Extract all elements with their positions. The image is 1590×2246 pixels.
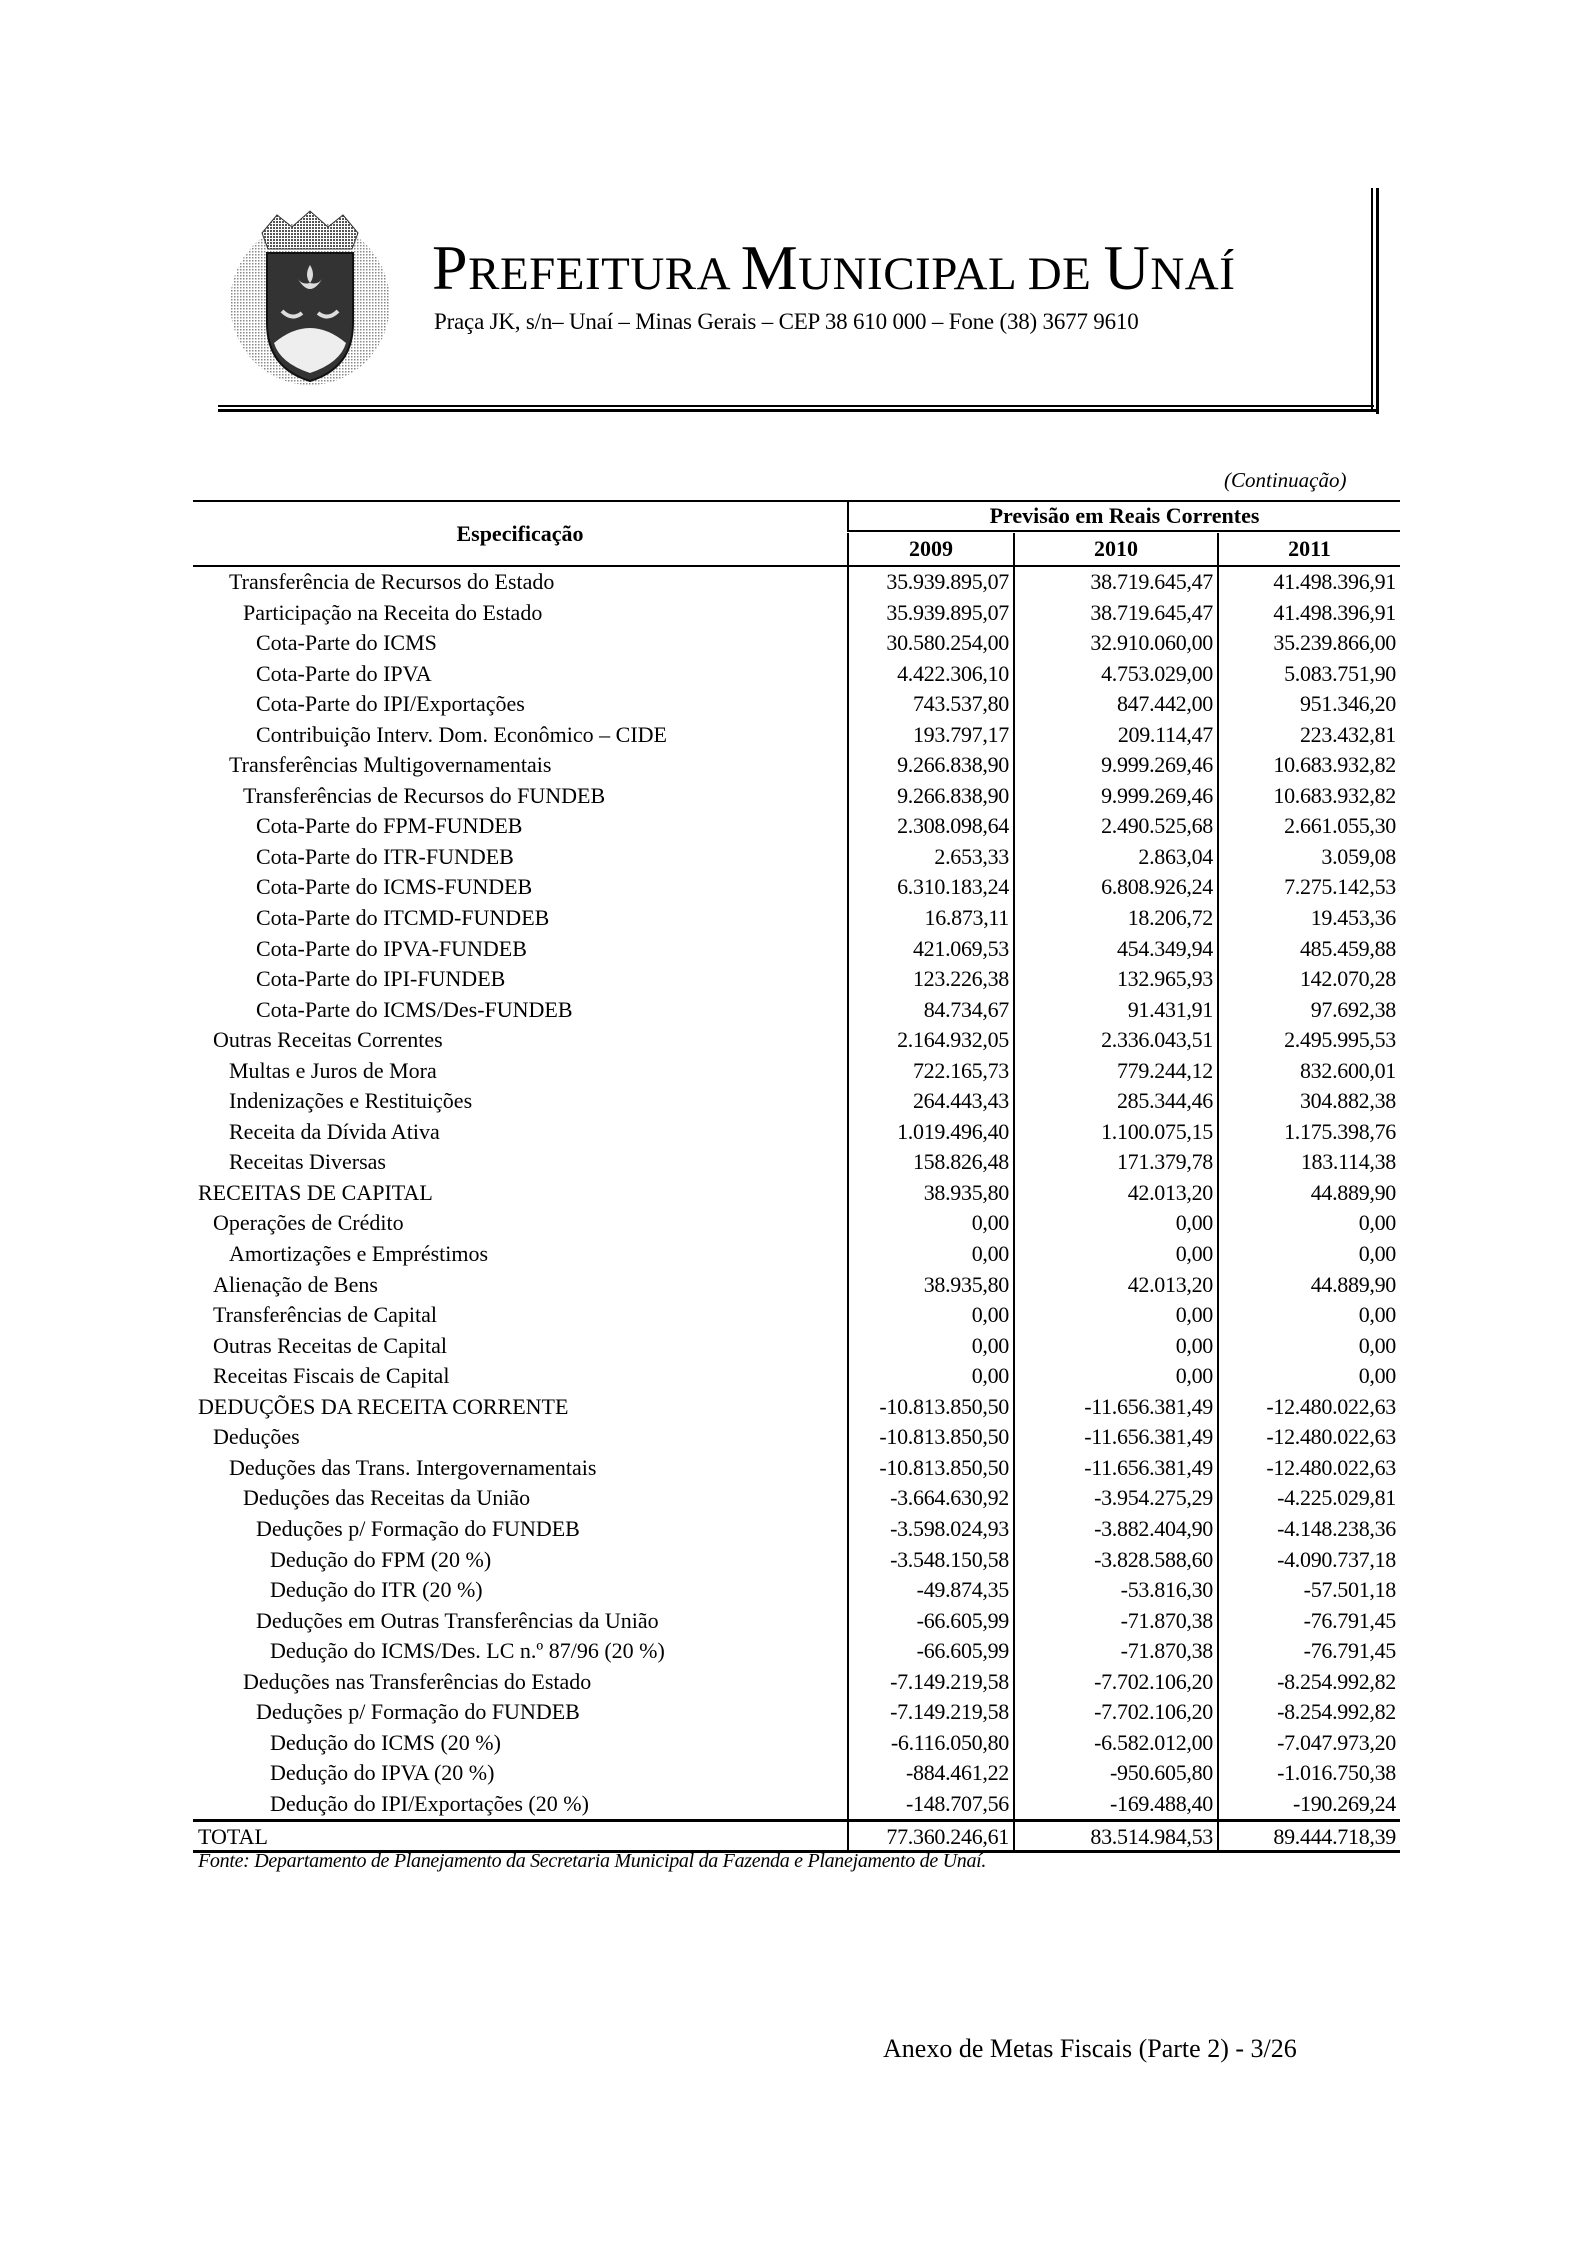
- value-2011: 142.070,28: [1217, 964, 1400, 995]
- table-header: [193, 500, 1400, 567]
- table-row: [193, 1422, 1400, 1453]
- value-2010: 0,00: [1013, 1300, 1217, 1331]
- value-2010: 454.349,94: [1013, 934, 1217, 965]
- table-row: [193, 1147, 1400, 1178]
- page-footer: Anexo de Metas Fiscais (Parte 2) - 3/26: [883, 2034, 1297, 2063]
- row-label: Dedução do ICMS/Des. LC n.º 87/96 (20 %): [270, 1638, 665, 1664]
- value-2010: 91.431,91: [1013, 995, 1217, 1026]
- row-label: Deduções das Trans. Intergovernamentais: [229, 1454, 597, 1480]
- value-2011: 832.600,01: [1217, 1056, 1400, 1087]
- table-row: [193, 689, 1400, 720]
- row-label: Receita da Dívida Ativa: [229, 1118, 440, 1144]
- row-label: Outras Receitas de Capital: [213, 1332, 447, 1358]
- value-2010: -3.828.588,60: [1013, 1545, 1217, 1576]
- value-2009: 0,00: [847, 1208, 1013, 1239]
- table-row: [193, 903, 1400, 934]
- value-2010: 2.336.043,51: [1013, 1025, 1217, 1056]
- row-label: Cota-Parte do ICMS-FUNDEB: [256, 874, 533, 900]
- value-2011: 35.239.866,00: [1217, 628, 1400, 659]
- title-part-3-rest: NAÍ: [1150, 248, 1236, 300]
- value-2009: 193.797,17: [847, 720, 1013, 751]
- value-2011: 10.683.932,82: [1217, 750, 1400, 781]
- row-label: Deduções das Receitas da União: [243, 1485, 531, 1511]
- row-label: Dedução do IPI/Exportações (20 %): [270, 1790, 589, 1816]
- table-row: [193, 842, 1400, 873]
- row-label: Indenizações e Restituições: [229, 1088, 473, 1114]
- row-label: Participação na Receita do Estado: [243, 599, 543, 625]
- table-row: [193, 567, 1400, 598]
- value-2009: 84.734,67: [847, 995, 1013, 1026]
- page-title: [432, 232, 1236, 303]
- value-2009: 35.939.895,07: [847, 598, 1013, 629]
- value-2010: -71.870,38: [1013, 1636, 1217, 1667]
- value-2010: -169.488,40: [1013, 1789, 1217, 1820]
- value-2011: -12.480.022,63: [1217, 1422, 1400, 1453]
- value-2011: -190.269,24: [1217, 1789, 1400, 1820]
- value-2009: 35.939.895,07: [847, 567, 1013, 598]
- value-2009: 158.826,48: [847, 1147, 1013, 1178]
- row-label: Deduções: [213, 1424, 300, 1450]
- table-row: [193, 1086, 1400, 1117]
- letterhead: [0, 0, 1590, 430]
- value-2011: 183.114,38: [1217, 1147, 1400, 1178]
- row-label: Outras Receitas Correntes: [213, 1027, 443, 1053]
- value-2009: -884.461,22: [847, 1758, 1013, 1789]
- table-row: [193, 1270, 1400, 1301]
- value-2009: -7.149.219,58: [847, 1697, 1013, 1728]
- value-2011: 97.692,38: [1217, 995, 1400, 1026]
- row-label: Cota-Parte do ITR-FUNDEB: [256, 843, 514, 869]
- letterhead-border-horizontal: [218, 405, 1374, 407]
- row-label: Cota-Parte do IPVA: [256, 660, 432, 686]
- table-row: [193, 1514, 1400, 1545]
- value-2009: 264.443,43: [847, 1086, 1013, 1117]
- row-label: Transferências de Recursos do FUNDEB: [243, 782, 606, 808]
- table-row: [193, 1697, 1400, 1728]
- value-2010: 209.114,47: [1013, 720, 1217, 751]
- value-2009: 0,00: [847, 1331, 1013, 1362]
- value-2011: 0,00: [1217, 1239, 1400, 1270]
- value-2009: -7.149.219,58: [847, 1667, 1013, 1698]
- value-2011: 44.889,90: [1217, 1270, 1400, 1301]
- value-2010: 2.863,04: [1013, 842, 1217, 873]
- value-2011: 0,00: [1217, 1331, 1400, 1362]
- table-row: [193, 1117, 1400, 1148]
- value-2010: -6.582.012,00: [1013, 1728, 1217, 1759]
- header-forecast-group: Previsão em Reais Correntes: [847, 502, 1400, 532]
- row-label: Multas e Juros de Mora: [229, 1057, 437, 1083]
- value-2009: -10.813.850,50: [847, 1392, 1013, 1423]
- value-2011: 44.889,90: [1217, 1178, 1400, 1209]
- table-row: [193, 872, 1400, 903]
- table-row: [193, 1331, 1400, 1362]
- row-label: Cota-Parte do ITCMD-FUNDEB: [256, 905, 550, 931]
- row-label: Cota-Parte do ICMS: [256, 630, 437, 656]
- table-row: [193, 1636, 1400, 1667]
- table-row: [193, 1392, 1400, 1423]
- value-2009: 0,00: [847, 1300, 1013, 1331]
- value-2011: 0,00: [1217, 1300, 1400, 1331]
- value-2009: 743.537,80: [847, 689, 1013, 720]
- value-2010: 9.999.269,46: [1013, 781, 1217, 812]
- table-row: [193, 964, 1400, 995]
- value-2011: 41.498.396,91: [1217, 598, 1400, 629]
- table-row: [193, 1728, 1400, 1759]
- table-row: [193, 1178, 1400, 1209]
- row-label: Dedução do FPM (20 %): [270, 1546, 492, 1572]
- value-2010: -11.656.381,49: [1013, 1422, 1217, 1453]
- value-2010: 32.910.060,00: [1013, 628, 1217, 659]
- row-label: Cota-Parte do IPI-FUNDEB: [256, 966, 506, 992]
- value-2011: 41.498.396,91: [1217, 567, 1400, 598]
- value-2010: 38.719.645,47: [1013, 567, 1217, 598]
- value-2010: -3.954.275,29: [1013, 1483, 1217, 1514]
- row-label: Alienação de Bens: [213, 1271, 378, 1297]
- letterhead-border-horizontal-shadow: [218, 409, 1379, 412]
- value-2009: 123.226,38: [847, 964, 1013, 995]
- value-2011: 10.683.932,82: [1217, 781, 1400, 812]
- value-2010: 0,00: [1013, 1239, 1217, 1270]
- value-2009: 38.935,80: [847, 1270, 1013, 1301]
- header-year-2009: 2009: [847, 533, 1013, 565]
- value-2010: 171.379,78: [1013, 1147, 1217, 1178]
- value-2009: -148.707,56: [847, 1789, 1013, 1820]
- value-2011: 2.495.995,53: [1217, 1025, 1400, 1056]
- source-note: Fonte: Departamento de Planejamento da Secretaria Municipal da Fazenda e Planejamento de Unaí.: [198, 1850, 987, 1872]
- row-label: Deduções p/ Formação do FUNDEB: [256, 1699, 580, 1725]
- value-2009: -49.874,35: [847, 1575, 1013, 1606]
- value-2010: 0,00: [1013, 1208, 1217, 1239]
- value-2010: 285.344,46: [1013, 1086, 1217, 1117]
- value-2010: -11.656.381,49: [1013, 1453, 1217, 1484]
- row-label: Dedução do ICMS (20 %): [270, 1729, 501, 1755]
- value-2010: 38.719.645,47: [1013, 598, 1217, 629]
- total-label: TOTAL: [198, 1824, 268, 1850]
- value-2009: 421.069,53: [847, 934, 1013, 965]
- value-2011: 7.275.142,53: [1217, 872, 1400, 903]
- table-row: [193, 1575, 1400, 1606]
- value-2011: 304.882,38: [1217, 1086, 1400, 1117]
- value-2010: -7.702.106,20: [1013, 1697, 1217, 1728]
- row-label: RECEITAS DE CAPITAL: [198, 1179, 433, 1205]
- value-2009: 0,00: [847, 1361, 1013, 1392]
- value-2010: 6.808.926,24: [1013, 872, 1217, 903]
- value-2009: 16.873,11: [847, 903, 1013, 934]
- row-label: Receitas Diversas: [229, 1149, 386, 1175]
- value-2010: 4.753.029,00: [1013, 659, 1217, 690]
- value-2011: 3.059,08: [1217, 842, 1400, 873]
- value-2009: 4.422.306,10: [847, 659, 1013, 690]
- value-2010: -950.605,80: [1013, 1758, 1217, 1789]
- value-2010: 42.013,20: [1013, 1270, 1217, 1301]
- table-row: [193, 1667, 1400, 1698]
- row-label: Cota-Parte do IPVA-FUNDEB: [256, 935, 527, 961]
- table-row: [193, 1208, 1400, 1239]
- value-2010: -11.656.381,49: [1013, 1392, 1217, 1423]
- value-2011: -12.480.022,63: [1217, 1453, 1400, 1484]
- value-2011: 951.346,20: [1217, 689, 1400, 720]
- value-2009: -10.813.850,50: [847, 1453, 1013, 1484]
- letterhead-border-vertical: [1371, 188, 1373, 412]
- value-2009: 30.580.254,00: [847, 628, 1013, 659]
- value-2011: 485.459,88: [1217, 934, 1400, 965]
- table-row: [193, 659, 1400, 690]
- title-part-1-initial: P: [432, 232, 469, 303]
- table-row: [193, 1361, 1400, 1392]
- table-row: [193, 1545, 1400, 1576]
- value-2009: -3.548.150,58: [847, 1545, 1013, 1576]
- header-year-2011: 2011: [1217, 533, 1400, 565]
- value-2010: 1.100.075,15: [1013, 1117, 1217, 1148]
- row-label: Cota-Parte do FPM-FUNDEB: [256, 813, 523, 839]
- value-2011: -57.501,18: [1217, 1575, 1400, 1606]
- value-2011: 0,00: [1217, 1208, 1400, 1239]
- value-2011: -12.480.022,63: [1217, 1392, 1400, 1423]
- row-label: Deduções p/ Formação do FUNDEB: [256, 1515, 580, 1541]
- value-2011: 0,00: [1217, 1361, 1400, 1392]
- value-2009: 1.019.496,40: [847, 1117, 1013, 1148]
- value-2009: 2.308.098,64: [847, 811, 1013, 842]
- value-2009: -10.813.850,50: [847, 1422, 1013, 1453]
- table-row: [193, 995, 1400, 1026]
- row-label: Operações de Crédito: [213, 1210, 404, 1236]
- title-part-2-initial: M: [740, 232, 799, 303]
- value-2010: -7.702.106,20: [1013, 1667, 1217, 1698]
- table-row: [193, 1789, 1400, 1820]
- value-2009: -3.664.630,92: [847, 1483, 1013, 1514]
- table-body: [193, 567, 1400, 1819]
- table-row: [193, 750, 1400, 781]
- value-2009: 9.266.838,90: [847, 781, 1013, 812]
- value-2009: -3.598.024,93: [847, 1514, 1013, 1545]
- table-row: [193, 811, 1400, 842]
- table-row: [193, 720, 1400, 751]
- value-2010: 132.965,93: [1013, 964, 1217, 995]
- value-2010: -71.870,38: [1013, 1606, 1217, 1637]
- row-label: Dedução do IPVA (20 %): [270, 1760, 495, 1786]
- table-row: [193, 1239, 1400, 1270]
- value-2011: -76.791,45: [1217, 1606, 1400, 1637]
- value-2011: -8.254.992,82: [1217, 1667, 1400, 1698]
- value-2009: 6.310.183,24: [847, 872, 1013, 903]
- value-2011: -4.148.238,36: [1217, 1514, 1400, 1545]
- value-2011: -8.254.992,82: [1217, 1697, 1400, 1728]
- value-2009: 0,00: [847, 1239, 1013, 1270]
- value-2009: 38.935,80: [847, 1178, 1013, 1209]
- value-2010: 42.013,20: [1013, 1178, 1217, 1209]
- table-row: [193, 628, 1400, 659]
- value-2011: -7.047.973,20: [1217, 1728, 1400, 1759]
- value-2009: 2.164.932,05: [847, 1025, 1013, 1056]
- letterhead-border-vertical-shadow: [1376, 188, 1379, 414]
- total-2009: 77.360.246,61: [847, 1822, 1013, 1850]
- title-part-3-initial: U: [1103, 232, 1151, 303]
- value-2011: 2.661.055,30: [1217, 811, 1400, 842]
- title-part-1-rest: REFEITURA: [468, 248, 741, 300]
- row-label: Transferências de Capital: [213, 1302, 438, 1328]
- row-label: Cota-Parte do IPI/Exportações: [256, 691, 525, 717]
- table-row: [193, 598, 1400, 629]
- value-2010: 847.442,00: [1013, 689, 1217, 720]
- value-2009: -6.116.050,80: [847, 1728, 1013, 1759]
- address-line: Praça JK, s/n– Unaí – Minas Gerais – CEP 38 610 000 – Fone (38) 3677 9610: [434, 309, 1139, 334]
- value-2010: 18.206,72: [1013, 903, 1217, 934]
- row-label: Deduções nas Transferências do Estado: [243, 1668, 592, 1694]
- header-specification: Especificação: [456, 520, 584, 546]
- table-row: [193, 1300, 1400, 1331]
- revenue-forecast-table: [193, 500, 1400, 1853]
- value-2011: -4.225.029,81: [1217, 1483, 1400, 1514]
- table-row: [193, 781, 1400, 812]
- value-2009: -66.605,99: [847, 1606, 1013, 1637]
- row-label: Transferência de Recursos do Estado: [229, 569, 555, 594]
- table-row: [193, 934, 1400, 965]
- value-2010: 2.490.525,68: [1013, 811, 1217, 842]
- row-label: Dedução do ITR (20 %): [270, 1577, 483, 1603]
- table-row: [193, 1453, 1400, 1484]
- value-2011: 5.083.751,90: [1217, 659, 1400, 690]
- value-2011: -76.791,45: [1217, 1636, 1400, 1667]
- row-label: DEDUÇÕES DA RECEITA CORRENTE: [198, 1393, 569, 1419]
- value-2011: -4.090.737,18: [1217, 1545, 1400, 1576]
- value-2009: 2.653,33: [847, 842, 1013, 873]
- value-2010: -53.816,30: [1013, 1575, 1217, 1606]
- table-row: [193, 1025, 1400, 1056]
- value-2009: 722.165,73: [847, 1056, 1013, 1087]
- value-2010: -3.882.404,90: [1013, 1514, 1217, 1545]
- table-row: [193, 1606, 1400, 1637]
- row-label: Amortizações e Empréstimos: [229, 1241, 489, 1267]
- coat-of-arms-icon: [222, 203, 402, 393]
- value-2010: 779.244,12: [1013, 1056, 1217, 1087]
- total-2010: 83.514.984,53: [1013, 1822, 1217, 1850]
- value-2011: 223.432,81: [1217, 720, 1400, 751]
- value-2011: 1.175.398,76: [1217, 1117, 1400, 1148]
- table-row: [193, 1758, 1400, 1789]
- value-2011: -1.016.750,38: [1217, 1758, 1400, 1789]
- row-label: Contribuição Interv. Dom. Econômico – CIDE: [256, 721, 667, 747]
- row-label: Cota-Parte do ICMS/Des-FUNDEB: [256, 996, 573, 1022]
- value-2010: 9.999.269,46: [1013, 750, 1217, 781]
- title-part-2-rest: UNICIPAL DE: [798, 248, 1104, 300]
- table-row: [193, 1483, 1400, 1514]
- value-2011: 19.453,36: [1217, 903, 1400, 934]
- table-row: [193, 1056, 1400, 1087]
- continuation-note: (Continuação): [1224, 468, 1347, 492]
- header-year-2010: 2010: [1013, 533, 1217, 565]
- value-2009: -66.605,99: [847, 1636, 1013, 1667]
- row-label: Transferências Multigovernamentais: [229, 752, 552, 778]
- total-2011: 89.444.718,39: [1217, 1822, 1400, 1850]
- value-2010: 0,00: [1013, 1361, 1217, 1392]
- total-row: [193, 1819, 1400, 1853]
- value-2009: 9.266.838,90: [847, 750, 1013, 781]
- row-label: Deduções em Outras Transferências da União: [256, 1607, 659, 1633]
- row-label: Receitas Fiscais de Capital: [213, 1363, 450, 1389]
- value-2010: 0,00: [1013, 1331, 1217, 1362]
